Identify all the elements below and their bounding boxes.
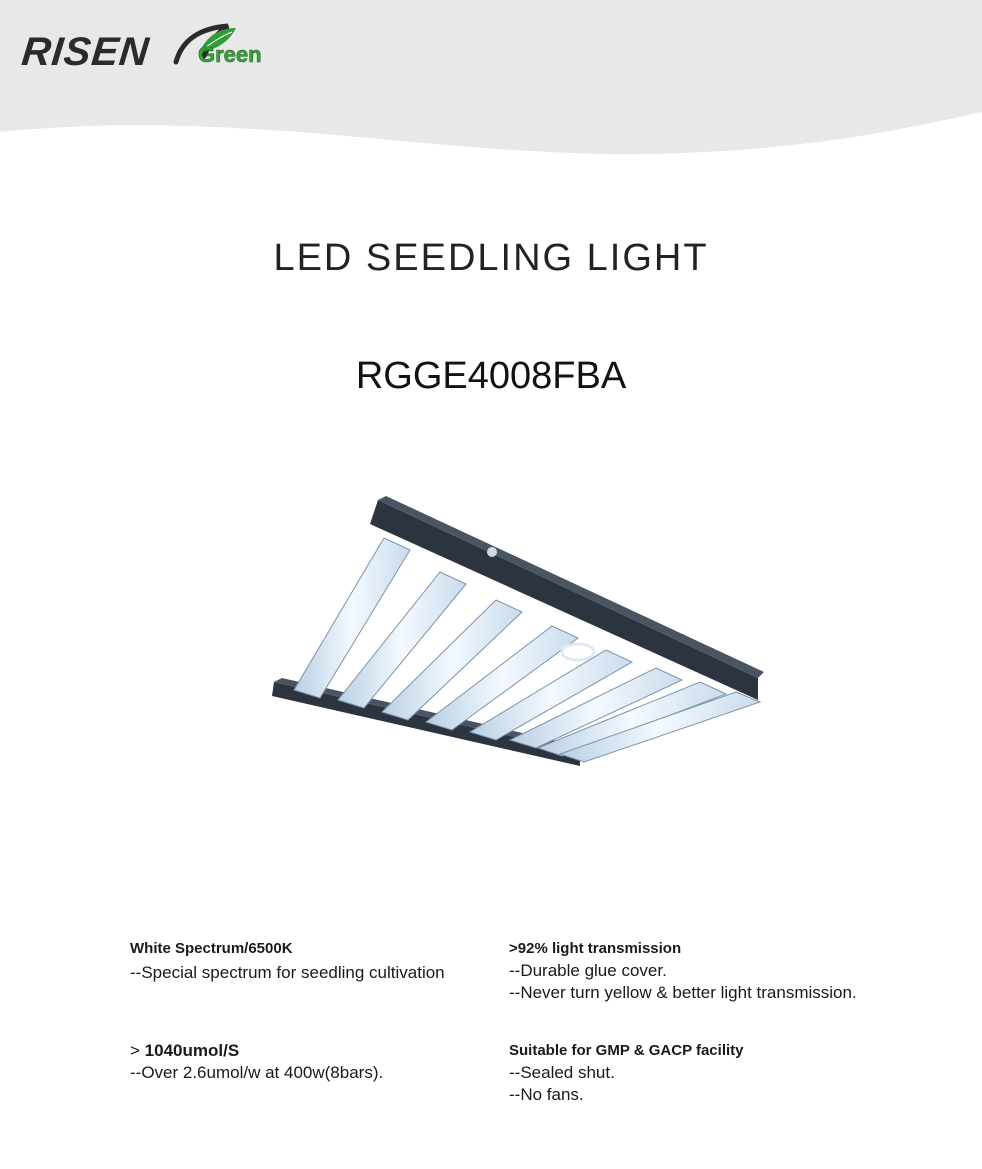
feature-heading: White Spectrum/6500K [130,940,293,957]
feature-line: --Over 2.6umol/w at 400w(8bars). [130,1063,384,1082]
led-fixture-image [260,490,780,790]
feature-prefix: > [130,1041,140,1060]
feature-line: --No fans. [509,1085,584,1104]
model-number: RGGE4008FBA [355,355,627,397]
feature-transmission [509,938,857,1004]
feature-facility [509,1040,744,1106]
feature-heading: 1040umol/S [144,1041,240,1060]
risen-green-logo [19,22,284,78]
feature-line: --Special spectrum for seedling cultivation [130,963,445,982]
page-title: LED SEEDLING LIGHT [273,237,709,279]
feature-spectrum [130,938,445,984]
feature-heading: Suitable for GMP & GACP facility [509,1042,744,1059]
feature-line: --Sealed shut. [509,1063,615,1082]
feature-line: --Never turn yellow & better light transmission. [509,983,857,1002]
logo-subtext: Green [198,42,262,67]
feature-ppf [130,1040,383,1084]
feature-line: --Durable glue cover. [509,961,667,980]
feature-heading: >92% light transmission [509,940,682,957]
logo-text: RISEN [19,30,152,74]
